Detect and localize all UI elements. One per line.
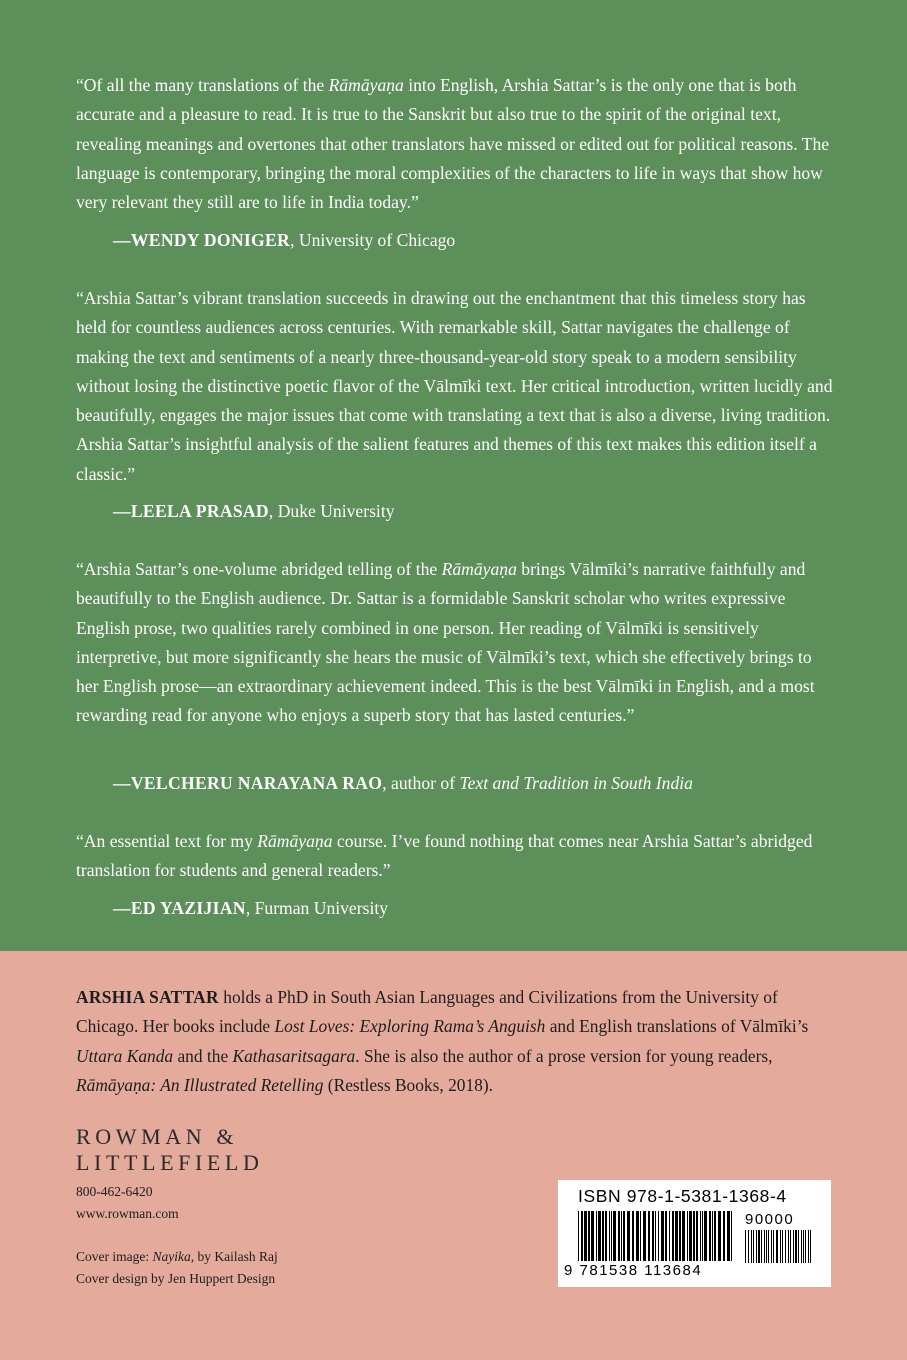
barcode-bar [658,1211,659,1261]
endorser-name: —ED YAZIJIAN [113,898,246,918]
barcode-bar [581,1211,583,1261]
author-bio [76,983,836,1100]
barcode-bar [605,1211,607,1261]
quote-text: “Arshia Sattar’s one-volume abridged telling of the [76,559,442,579]
barcode-bar [803,1230,804,1263]
quote-title: Rāmāyaṇa [328,75,404,95]
barcode-bar [700,1211,701,1261]
quote-text: into English, Arshia Sattar’s is the only one that is both accurate and a pleasure to read. It is true to the Sanskrit but also true to the spirit of the original text, revealing meanings and overtones that other translators have missed or edited out for political reasons. The language is contemporary, bringing the moral complexities of the characters to life in ways that show how very relevant they still are to life in India today.” [76,75,830,213]
cover-image-credit [76,1246,278,1267]
quote-text: course. I’ve found nothing that comes near Arshia Sattar’s abridged translation for students and general readers.” [76,831,813,881]
bio-text: and English translations of Vālmīki’s [545,1016,809,1037]
endorser-name: —VELCHERU NARAYANA RAO [113,773,383,793]
endorser-book-title: Text and Tradition in South India [459,773,693,793]
cover-image-title: Nayika [152,1249,191,1264]
barcode-bar [693,1211,695,1261]
barcode-bar [776,1230,778,1263]
barcode-bar [696,1211,698,1261]
praise-attribution-rao [113,771,873,795]
barcode-bar [682,1211,685,1261]
praise-quote-prasad [76,284,836,489]
barcode-bar [652,1211,654,1261]
barcode-bar [785,1230,786,1263]
isbn-number: ISBN 978-1-5381-1368-4 [578,1186,787,1206]
bio-text: (Restless Books, 2018). [323,1074,494,1095]
barcode-bar [718,1211,721,1261]
praise-quote-doniger [76,71,836,217]
publisher-logo-line1: ROWMAN & [76,1124,239,1149]
cover-design-credit: Cover design by Jen Huppert Design [76,1271,276,1286]
barcode-bar [782,1230,783,1263]
barcode-bar [798,1230,799,1263]
barcode-bar [672,1211,674,1261]
barcode-bar [805,1230,806,1263]
barcode-bar [788,1230,789,1263]
credit-artist: , by Kailash Raj [190,1249,278,1264]
barcode-bar [771,1230,772,1263]
ean-digits: 9 781538 113684 [564,1262,703,1279]
bio-text: . She is also the author of a prose version for young readers, [355,1045,773,1066]
barcode-bar [669,1211,670,1261]
barcode-bar [687,1211,688,1261]
barcode-bar [598,1211,601,1261]
barcode-bar [613,1211,616,1261]
publisher-phone: 800-462-6420 [76,1184,153,1199]
barcode-bar [753,1230,754,1263]
barcode-bar [766,1230,767,1263]
barcode-bar [655,1211,656,1261]
barcode-bar [768,1230,769,1263]
barcode-bar [714,1211,716,1261]
barcode-bar [665,1211,667,1261]
credit-label: Cover image: [76,1249,153,1264]
barcode-bar [578,1211,579,1261]
barcode-bar [773,1230,774,1263]
barcode-bar [810,1230,811,1263]
barcode-bar [675,1211,678,1261]
quote-title: Rāmāyaṇa [257,831,333,851]
barcode-bar [793,1230,794,1263]
barcode-bar [745,1230,746,1263]
barcode-bar [609,1211,610,1261]
barcode-bar [602,1211,604,1261]
barcode-bar [709,1211,711,1261]
quote-title: Rāmāyaṇa [441,559,517,579]
quote-text: “An essential text for my [76,831,258,851]
book-title: Rāmāyaṇa: An Illustrated Retelling [76,1074,324,1095]
barcode-bar [584,1211,587,1261]
author-panel [0,951,907,1360]
barcode-bar [689,1211,692,1261]
barcode-bar [679,1211,681,1261]
barcode-bar [627,1211,630,1261]
bio-text: holds a PhD in South Asian Languages and Civilizations from the University of Chicago. Her books include [76,987,778,1037]
praise-attribution-doniger [113,228,873,252]
bio-text: and the [173,1045,233,1066]
endorser-affiliation: , Duke University [268,501,395,521]
barcode-bar [723,1211,725,1261]
barcode-bar [727,1211,730,1261]
barcode-bar [621,1211,622,1261]
endorser-name: —WENDY DONIGER [113,230,291,250]
praise-attribution-yazijian [113,896,873,920]
barcode-bar [596,1211,597,1261]
barcode-bar [758,1230,760,1263]
barcode-bar [795,1230,797,1263]
barcode-bar [712,1211,713,1261]
author-name: ARSHIA SATTAR [76,987,219,1007]
endorser-affiliation: , University of Chicago [290,230,456,250]
praise-attribution-prasad [113,499,873,523]
barcode-bar [780,1230,781,1263]
praise-quote-yazijian [76,827,836,886]
barcode-bar [640,1211,641,1261]
barcode-bar [611,1211,612,1261]
barcode-bar [756,1230,757,1263]
barcode-bar [661,1211,664,1261]
barcode-bar [632,1211,634,1261]
barcode-bar [702,1211,703,1261]
barcode-bar [801,1230,802,1263]
barcode-bar [648,1211,650,1261]
barcode-bar [808,1230,809,1263]
quote-text: brings Vālmīki’s narrative faithfully and beautifully to the English audience. Dr. Sattar is a formidable Sanskrit scholar who writes expressive English prose, two qualities rarely combined in one person. Her reading of Vālmīki is sensitively interpretive, but more significantly she hears the music of Vālmīki’s text, which she effectively brings to her English prose—an extraordinary achievement indeed. This is the best Vālmīki in English, and a most rewarding read for anyone who enjoys a superb story that has lasted centuries.” [76,559,815,726]
publisher-logo [76,1124,263,1176]
publisher-website: www.rowman.com [76,1206,179,1221]
barcode-bar [751,1230,752,1263]
barcode-bar [588,1211,590,1261]
endorser-affiliation: , Furman University [245,898,389,918]
barcode-bar [636,1211,639,1261]
quote-text: “Of all the many translations of the [76,75,329,95]
barcode-bar [731,1211,732,1261]
book-title: Uttara Kanda [76,1045,174,1066]
quote-text: “Arshia Sattar’s vibrant translation succeeds in drawing out the enchantment that this timeless story has held for countless audiences across centuries. With remarkable skill, Sattar navigates the challenge of making the text and sentiments of a nearly three-thousand-year-old story speak to a modern sensibility without losing the distinctive poetic flavor of the Vālmīki text. Her critical introduction, written lucidly and beautifully, engages the major issues that come with translating a text that is also a diverse, living tradition. Arshia Sattar’s insightful analysis of the salient features and themes of this text makes this edition itself a classic.” [76,288,833,484]
endorser-name: —LEELA PRASAD [113,501,269,521]
barcode-bar [618,1211,620,1261]
barcode-bar [643,1211,646,1261]
book-title: Lost Loves: Exploring Rama’s Anguish [274,1016,546,1037]
price-code: 90000 [745,1211,795,1228]
publisher-logo-line2: LITTLEFIELD [76,1150,264,1175]
barcode-bar [764,1230,765,1263]
isbn-barcode [558,1180,831,1287]
barcode-bar [623,1211,625,1261]
endorser-affiliation: , author of [382,773,460,793]
barcode-bar [704,1211,707,1261]
praise-quote-rao [76,555,836,731]
barcode-bar [591,1211,594,1261]
barcode-bar [748,1230,749,1263]
barcode-bar [761,1230,762,1263]
book-title: Kathasaritsagara [232,1045,356,1066]
barcode-bar [790,1230,791,1263]
